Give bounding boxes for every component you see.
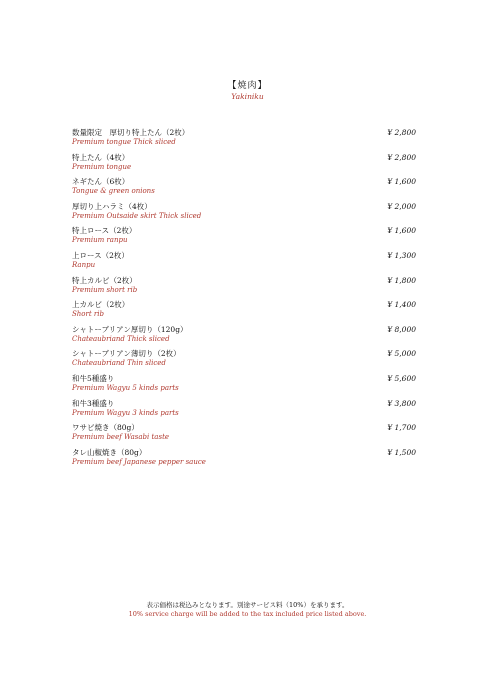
menu-item-price: ¥ 1,600 <box>387 177 416 187</box>
menu-item-name-en: Premium short rib <box>72 285 138 294</box>
menu-item <box>72 226 416 251</box>
menu-item-name-jp: 数量限定 厚切り特上たん（2枚） <box>72 128 190 137</box>
menu-item-price: ¥ 5,600 <box>387 373 416 383</box>
footer-note <box>0 601 495 619</box>
menu-item-price: ¥ 2,800 <box>387 128 416 137</box>
menu-item-name-en: Premium Wagyu 5 kinds parts <box>72 383 179 392</box>
menu-item <box>72 423 416 448</box>
menu-item <box>72 177 416 202</box>
menu-item-price: ¥ 5,000 <box>387 349 416 359</box>
menu-header <box>0 80 495 102</box>
menu-item-name-en: Ranpu <box>72 260 96 269</box>
menu-item-name-jp: ワサビ焼き（80g） <box>72 423 139 433</box>
menu-item-name-jp: 和牛5種盛り <box>72 373 115 383</box>
menu-item-name-jp: 上ロース（2枚） <box>72 250 129 260</box>
menu-item <box>72 325 416 350</box>
menu-item-name-en: Premium tongue Thick sliced <box>72 138 176 146</box>
menu-item-name-en: Premium Wagyu 3 kinds parts <box>72 408 179 417</box>
menu-item <box>72 202 416 227</box>
menu-item-price: ¥ 1,700 <box>387 423 416 433</box>
menu-item-name-jp: タレ山椒焼き（80g） <box>72 447 147 457</box>
menu-item-price: ¥ 3,800 <box>387 398 416 408</box>
menu-item-price: ¥ 1,400 <box>387 300 416 310</box>
menu-item <box>72 374 416 399</box>
menu-item-name-jp: 特上たん（4枚） <box>72 152 130 162</box>
menu-item-name-en: Tongue & green onions <box>72 187 155 196</box>
menu-item-price: ¥ 1,300 <box>387 250 416 260</box>
menu-item <box>72 128 416 153</box>
menu-item-name-jp: 特上ロース（2枚） <box>72 226 137 236</box>
menu-item-price: ¥ 1,600 <box>387 226 416 236</box>
menu-item <box>72 349 416 374</box>
menu-item-name-jp: シャトーブリアン薄切り（2枚） <box>72 349 181 359</box>
menu-item-name-en: Premium beef Wasabi taste <box>72 433 170 442</box>
menu-item-price: ¥ 8,000 <box>387 324 416 334</box>
menu-item-name-en: Premium beef Japanese pepper sauce <box>72 457 206 466</box>
menu-item <box>72 300 416 325</box>
menu-item-name-jp: シャトーブリアン厚切り（120g） <box>72 324 188 334</box>
menu-item-name-jp: 特上カルビ（2枚） <box>72 275 137 285</box>
menu-list <box>72 128 416 472</box>
menu-item-name-jp: 厚切り上ハラミ（4枚） <box>72 201 152 211</box>
menu-item-name-en: Short rib <box>72 310 104 319</box>
footer-note-en: 10% service charge will be added to the tax included price listed above. <box>128 610 367 618</box>
section-title: 【焼肉】 <box>227 81 268 91</box>
menu-item <box>72 251 416 276</box>
menu-item-name-en: Premium tongue <box>72 162 132 171</box>
menu-item <box>72 399 416 424</box>
menu-item-name-en: Chateaubriand Thick sliced <box>72 334 170 343</box>
menu-item-price: ¥ 2,800 <box>387 152 416 162</box>
footer-note-jp: 表示価格は税込みとなります。別途サービス料（10%）を承ります。 <box>146 601 349 609</box>
menu-item-name-en: Premium ranpu <box>72 236 128 245</box>
menu-item-price: ¥ 1,500 <box>387 447 416 457</box>
menu-item-name-en: Chateaubriand Thin sliced <box>72 359 166 368</box>
menu-item <box>72 153 416 178</box>
menu-item-name-en: Premium Outsaide skirt Thick sliced <box>72 211 202 220</box>
menu-item <box>72 276 416 301</box>
menu-item-price: ¥ 1,800 <box>387 275 416 285</box>
menu-item <box>72 448 416 473</box>
menu-item-name-jp: ネギたん（6枚） <box>72 177 130 187</box>
menu-item-price: ¥ 2,000 <box>387 201 416 211</box>
section-subtitle: Yakiniku <box>231 92 264 101</box>
menu-item-name-jp: 和牛3種盛り <box>72 398 115 408</box>
menu-item-name-jp: 上カルビ（2枚） <box>72 300 130 310</box>
